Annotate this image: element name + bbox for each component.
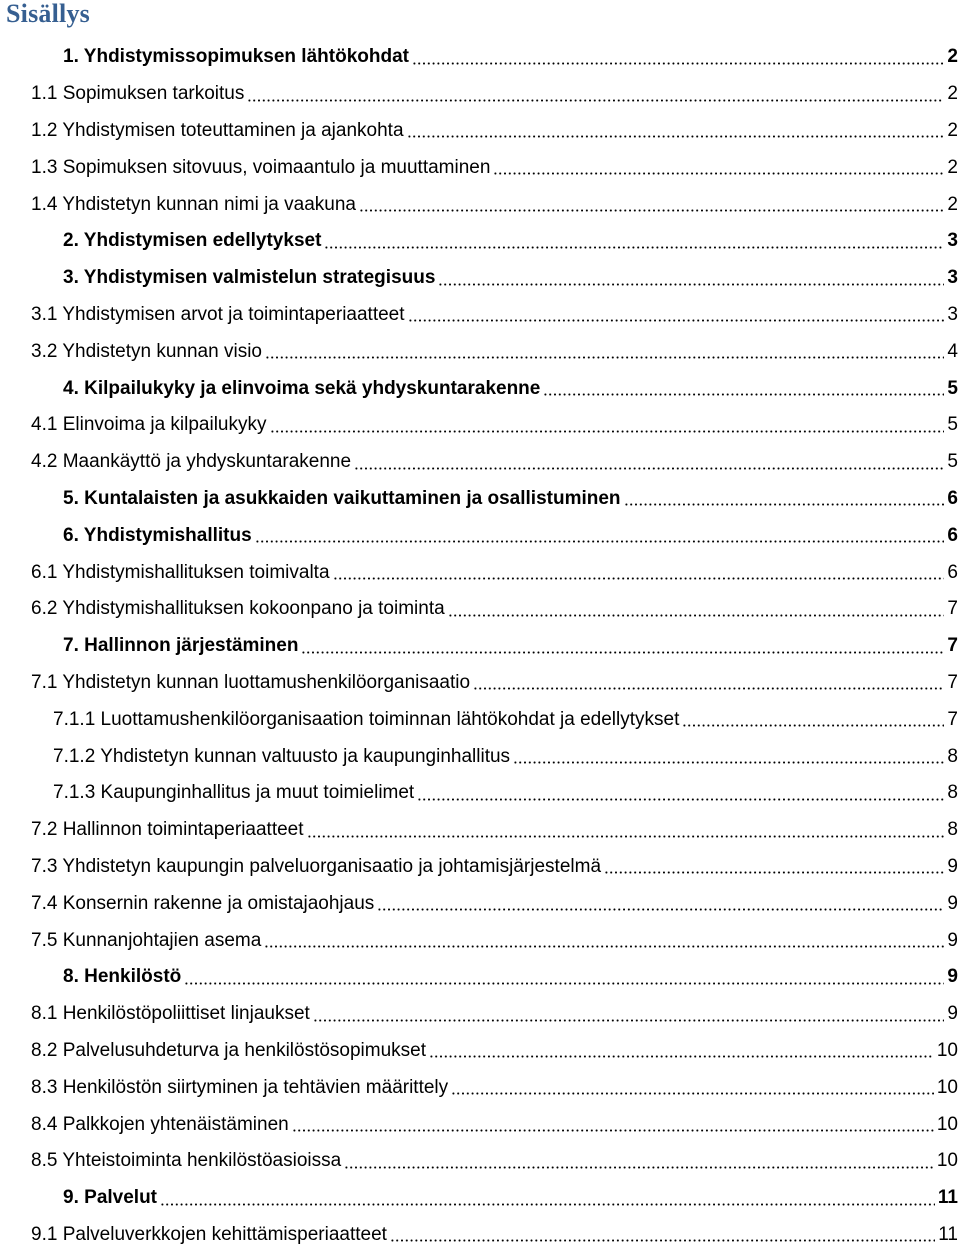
- toc-entry-number: 5.: [63, 488, 79, 509]
- toc-entry-title: Yhdistymisen valmistelun strategisuus: [84, 267, 436, 288]
- toc-entry-page-number: 8: [947, 782, 958, 804]
- toc-entry-label: [31, 120, 404, 142]
- toc-entry-number: 4.2: [31, 451, 57, 472]
- toc-entry[interactable]: [0, 591, 960, 628]
- toc-entry-label: [31, 930, 261, 952]
- toc-entry[interactable]: [0, 701, 960, 738]
- toc-entry-number: 7.: [63, 635, 79, 656]
- toc-entry-number: 9.1: [31, 1224, 57, 1245]
- toc-entry-label: [31, 157, 490, 179]
- toc-entry-label: [63, 230, 321, 252]
- toc-entry-number: 3.: [63, 267, 79, 288]
- dot-leader: [255, 526, 945, 545]
- toc-entry-page-number: 9: [947, 1003, 958, 1025]
- toc-entry[interactable]: [0, 1180, 960, 1217]
- toc-entry-page-number: 2: [947, 157, 958, 179]
- toc-entry-number: 7.1.1: [53, 709, 95, 730]
- toc-entry[interactable]: [0, 554, 960, 591]
- toc-entry-page-number: 9: [947, 893, 958, 915]
- toc-entry[interactable]: [0, 297, 960, 334]
- toc-entry-page-number: 2: [947, 194, 958, 216]
- toc-entry-page-number: 5: [947, 414, 958, 436]
- toc-entry-number: 7.1.2: [53, 746, 95, 767]
- dot-leader: [184, 968, 944, 987]
- dot-leader: [451, 1078, 934, 1097]
- toc-entry[interactable]: [0, 1033, 960, 1070]
- toc-entry-number: 4.1: [31, 414, 57, 435]
- dot-leader: [292, 1115, 934, 1134]
- dot-leader: [313, 1005, 945, 1024]
- toc-entry-label: [31, 1224, 387, 1246]
- dot-leader: [624, 489, 945, 508]
- toc-entry-title: Yhdistetyn kunnan nimi ja vaakuna: [62, 194, 356, 215]
- toc-entry-label: [63, 267, 435, 289]
- toc-entry-label: [63, 525, 252, 547]
- toc-entry-title: Luottamushenkilöorganisaation toiminnan lähtökohdat ja edellytykset: [101, 709, 680, 730]
- toc-entry-number: 1.2: [31, 120, 57, 141]
- dot-leader: [390, 1225, 935, 1244]
- toc-entry-title: Kaupunginhallitus ja muut toimielimet: [101, 782, 415, 803]
- toc-entry-title: Maankäyttö ja yhdyskuntarakenne: [63, 451, 351, 472]
- toc-entry-title: Yhdistymisen arvot ja toimintaperiaatteet: [62, 304, 404, 325]
- toc-entry[interactable]: [0, 260, 960, 297]
- toc-entry-label: [63, 1187, 157, 1209]
- toc-entry-label: [31, 819, 304, 841]
- toc-entry-number: 8.: [63, 966, 79, 987]
- toc-entry-page-number: 9: [947, 966, 958, 988]
- toc-entry-page-number: 3: [947, 230, 958, 252]
- toc-entry[interactable]: [0, 370, 960, 407]
- toc-entry-number: 8.3: [31, 1077, 57, 1098]
- toc-entry-title: Yhteistoiminta henkilöstöasioissa: [62, 1150, 341, 1171]
- toc-entry-number: 6.1: [31, 562, 57, 583]
- toc-entry-number: 7.1: [31, 672, 57, 693]
- dot-leader: [359, 195, 944, 214]
- toc-entry-title: Yhdistymisen toteuttaminen ja ajankohta: [62, 120, 403, 141]
- toc-entry-page-number: 5: [947, 451, 958, 473]
- toc-entry-label: [31, 1003, 310, 1025]
- toc-entry-number: 7.1.3: [53, 782, 95, 803]
- toc-entry-title: Sopimuksen sitovuus, voimaantulo ja muuttaminen: [63, 157, 491, 178]
- toc-entry-page-number: 7: [947, 709, 958, 731]
- dot-leader: [448, 600, 945, 619]
- dot-leader: [333, 563, 945, 582]
- page-title: Sisällys: [6, 0, 90, 29]
- toc-entry[interactable]: [0, 333, 960, 370]
- dot-leader: [247, 85, 944, 104]
- toc-entry-label: [53, 782, 414, 804]
- toc-entry-title: Konsernin rakenne ja omistajaohjaus: [63, 893, 375, 914]
- toc-entry-number: 7.3: [31, 856, 57, 877]
- toc-entry-title: Palkkojen yhtenäistäminen: [63, 1114, 289, 1135]
- toc-entry-title: Elinvoima ja kilpailukyky: [63, 414, 267, 435]
- toc-entry[interactable]: [0, 812, 960, 849]
- toc-entry[interactable]: [0, 444, 960, 481]
- toc-entry[interactable]: [0, 186, 960, 223]
- toc-entry-label: [31, 83, 244, 105]
- toc-entry-label: [31, 194, 356, 216]
- toc-entry-label: [31, 1040, 426, 1062]
- toc-entry[interactable]: [0, 407, 960, 444]
- toc-entry-page-number: 7: [947, 635, 958, 657]
- toc-entry[interactable]: [0, 481, 960, 518]
- toc-entry-title: Yhdistymishallituksen kokoonpano ja toiminta: [62, 598, 444, 619]
- toc-entry-label: [53, 746, 510, 768]
- dot-leader: [264, 931, 944, 950]
- toc-entry[interactable]: [0, 922, 960, 959]
- dot-leader: [408, 305, 945, 324]
- toc-entry-label: [31, 414, 267, 436]
- toc-entry-page-number: 10: [937, 1114, 958, 1136]
- toc-entry-label: [63, 966, 181, 988]
- toc-entry-page-number: 8: [947, 819, 958, 841]
- toc-entry-page-number: 8: [947, 746, 958, 768]
- toc-entry-title: Palvelut: [84, 1187, 157, 1208]
- toc-entry-page-number: 3: [947, 304, 958, 326]
- dot-leader: [543, 379, 944, 398]
- toc-entry-number: 8.2: [31, 1040, 57, 1061]
- dot-leader: [344, 1152, 934, 1171]
- toc-entry-label: [31, 562, 330, 584]
- toc-entry-title: Yhdistymissopimuksen lähtökohdat: [84, 46, 409, 67]
- dot-leader: [307, 821, 945, 840]
- dot-leader: [438, 269, 944, 288]
- toc-entry-page-number: 6: [947, 562, 958, 584]
- toc-entry-title: Kuntalaisten ja asukkaiden vaikuttaminen ja osallistuminen: [84, 488, 620, 509]
- toc-entry-title: Kilpailukyky ja elinvoima sekä yhdyskuntarakenne: [84, 378, 540, 399]
- toc-entry-page-number: 11: [938, 1224, 958, 1246]
- toc-entry-number: 1.: [63, 46, 79, 67]
- toc-entry[interactable]: [0, 665, 960, 702]
- toc-entry-label: [63, 635, 298, 657]
- dot-leader: [417, 784, 944, 803]
- toc-entry-title: Yhdistetyn kunnan visio: [62, 341, 262, 362]
- toc-entry[interactable]: [0, 1143, 960, 1180]
- toc-entry[interactable]: [0, 849, 960, 886]
- toc-entry-page-number: 11: [938, 1187, 958, 1209]
- toc-entry-label: [31, 856, 601, 878]
- dot-leader: [429, 1041, 934, 1060]
- dot-leader: [682, 710, 944, 729]
- toc-entry-title: Yhdistymisen edellytykset: [84, 230, 322, 251]
- toc-entry-page-number: 7: [947, 598, 958, 620]
- toc-entry[interactable]: [0, 738, 960, 775]
- toc-entry-label: [31, 451, 351, 473]
- toc-entry-number: 1.3: [31, 157, 57, 178]
- toc-entry-title: Hallinnon järjestäminen: [84, 635, 298, 656]
- toc-entry-number: 1.4: [31, 194, 57, 215]
- dot-leader: [604, 857, 944, 876]
- dot-leader: [407, 121, 945, 140]
- toc-entry-label: [31, 304, 405, 326]
- toc-entry-number: 3.2: [31, 341, 57, 362]
- toc-entry-label: [31, 893, 374, 915]
- toc-entry-title: Sopimuksen tarkoitus: [63, 83, 245, 104]
- toc-entry-label: [31, 341, 262, 363]
- toc-entry-title: Henkilöstöpoliittiset linjaukset: [63, 1003, 310, 1024]
- toc-entry-title: Kunnanjohtajien asema: [63, 930, 262, 951]
- toc-entry-number: 8.1: [31, 1003, 57, 1024]
- toc-entry[interactable]: [0, 1069, 960, 1106]
- toc-entry-title: Yhdistetyn kunnan luottamushenkilöorganisaatio: [62, 672, 470, 693]
- dot-leader: [265, 342, 944, 361]
- toc-entry-number: 6.2: [31, 598, 57, 619]
- toc-entry-label: [31, 1150, 341, 1172]
- toc-entry-title: Yhdistetyn kunnan valtuusto ja kaupunginhallitus: [100, 746, 510, 767]
- toc-entry-number: 7.5: [31, 930, 57, 951]
- toc-entry-title: Yhdistymishallituksen toimivalta: [62, 562, 329, 583]
- toc-entry-title: Henkilöstön siirtyminen ja tehtävien määrittely: [63, 1077, 448, 1098]
- toc-entry[interactable]: [0, 996, 960, 1033]
- toc-entry-page-number: 6: [947, 525, 958, 547]
- toc-entry-number: 4.: [63, 378, 79, 399]
- toc-entry[interactable]: [0, 517, 960, 554]
- dot-leader: [270, 416, 945, 435]
- toc-entry-title: Palvelusuhdeturva ja henkilöstösopimukset: [63, 1040, 426, 1061]
- toc-entry-label: [31, 672, 470, 694]
- dot-leader: [354, 453, 944, 472]
- toc-entry-page-number: 4: [947, 341, 958, 363]
- toc-entry-page-number: 3: [947, 267, 958, 289]
- dot-leader: [324, 232, 944, 251]
- toc-entry-title: Yhdistymishallitus: [84, 525, 252, 546]
- dot-leader: [493, 158, 944, 177]
- toc-entry-page-number: 2: [947, 46, 958, 68]
- toc-entry-number: 6.: [63, 525, 79, 546]
- toc-entry-title: Yhdistetyn kaupungin palveluorganisaatio ja johtamisjärjestelmä: [62, 856, 601, 877]
- toc-entry[interactable]: [0, 775, 960, 812]
- toc-entry-number: 8.4: [31, 1114, 57, 1135]
- toc-entry[interactable]: [0, 628, 960, 665]
- toc-entry-page-number: 10: [937, 1150, 958, 1172]
- toc-entry-number: 1.1: [31, 83, 57, 104]
- toc-entry[interactable]: [0, 76, 960, 113]
- toc-entry-page-number: 10: [937, 1077, 958, 1099]
- toc-entry-title: Henkilöstö: [84, 966, 181, 987]
- toc-entry[interactable]: [0, 39, 960, 76]
- toc-entry-label: [31, 598, 445, 620]
- dot-leader: [377, 894, 944, 913]
- toc-entry-number: 7.2: [31, 819, 57, 840]
- toc-entry-number: 3.1: [31, 304, 57, 325]
- dot-leader: [301, 637, 944, 656]
- toc-entry-page-number: 5: [947, 378, 958, 400]
- toc-entry-number: 7.4: [31, 893, 57, 914]
- toc-entry-page-number: 6: [947, 488, 958, 510]
- toc-entry[interactable]: [0, 149, 960, 186]
- toc-entry[interactable]: [0, 1217, 960, 1253]
- toc-entry-number: 8.5: [31, 1150, 57, 1171]
- toc-entry-number: 2.: [63, 230, 79, 251]
- toc-entry-label: [53, 709, 679, 731]
- toc-entry-page-number: 2: [947, 120, 958, 142]
- toc-entry-page-number: 10: [937, 1040, 958, 1062]
- toc-entry[interactable]: [0, 885, 960, 922]
- toc-entry-page-number: 9: [947, 930, 958, 952]
- toc-entry-page-number: 2: [947, 83, 958, 105]
- toc-entry-page-number: 7: [947, 672, 958, 694]
- toc-entry[interactable]: [0, 113, 960, 150]
- toc-entry-label: [31, 1077, 448, 1099]
- toc-entry[interactable]: [0, 959, 960, 996]
- toc-entry-page-number: 9: [947, 856, 958, 878]
- toc-entry-label: [31, 1114, 289, 1136]
- dot-leader: [412, 48, 944, 67]
- table-of-contents: [0, 39, 960, 1253]
- dot-leader: [160, 1189, 935, 1208]
- toc-entry-title: Palveluverkkojen kehittämisperiaatteet: [63, 1224, 387, 1245]
- toc-entry[interactable]: [0, 1106, 960, 1143]
- toc-entry-label: [63, 46, 409, 68]
- toc-entry[interactable]: [0, 223, 960, 260]
- toc-entry-label: [63, 488, 621, 510]
- dot-leader: [473, 673, 944, 692]
- toc-entry-title: Hallinnon toimintaperiaatteet: [63, 819, 304, 840]
- toc-entry-number: 9.: [63, 1187, 79, 1208]
- dot-leader: [513, 747, 944, 766]
- toc-entry-label: [63, 378, 540, 400]
